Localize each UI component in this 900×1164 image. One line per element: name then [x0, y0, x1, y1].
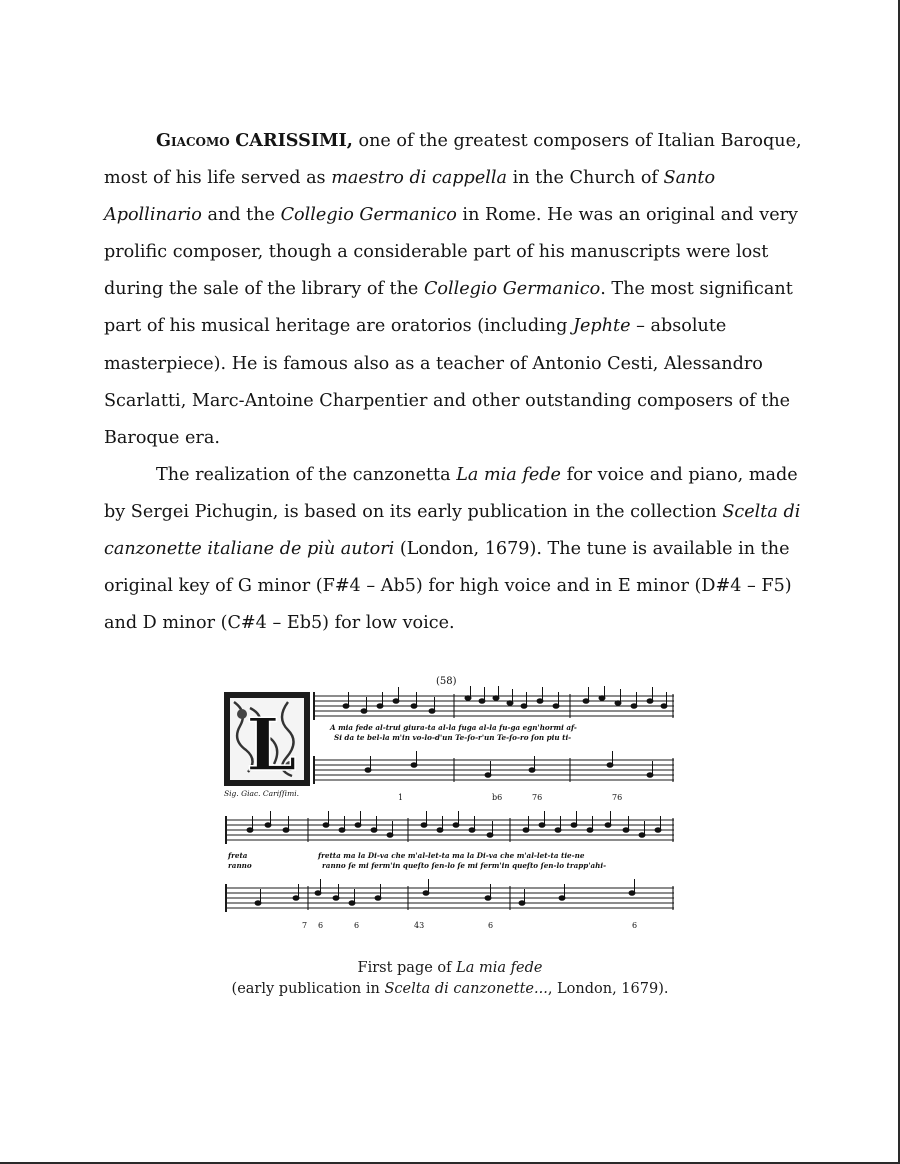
figured-bass-5: 7 — [302, 921, 308, 930]
text-run: (London, 1679). The tune is available in the original key of G minor (F#4 – Ab5) for high voice and in E minor (D#4 – F5) and D minor (C#4 – Eb5) for low voice. — [104, 539, 792, 634]
initial-letter: L — [246, 702, 297, 787]
italic-run: Collegio Germanico — [280, 205, 457, 226]
lyrics-line-6: ranno — [228, 861, 252, 870]
caption-line-1 — [0, 958, 900, 979]
text-run: . The most significant part of his musical heritage are oratorios (including — [104, 279, 793, 337]
figured-bass-3: 76 — [532, 793, 543, 802]
figured-bass-1: 1 — [398, 793, 404, 802]
notes-bass-1 — [365, 751, 653, 777]
score-page-number: (58) — [436, 676, 457, 687]
figured-bass-10: 6 — [632, 921, 638, 930]
text-run: for voice and piano, made by Sergei Pichugin, is based on its early publication in the collection — [104, 464, 798, 522]
italic-run: Scelta di canzonette italiane de più autori — [104, 501, 801, 560]
caption-text: (early publication in — [231, 981, 385, 997]
italic-run: La mia fede — [456, 464, 561, 485]
lyrics-line-5: freta — [228, 851, 248, 860]
figured-bass-8: 43 — [414, 921, 425, 930]
text-run: The realization of the canzonetta — [156, 464, 457, 485]
author-mark: Sig. Giac. Cariſſimi. — [224, 789, 299, 798]
text-run: in Rome. He was an original and very prolific composer, though a considerable part of his manuscripts were lost during the sale of the library of the — [104, 205, 798, 300]
body-text — [104, 122, 804, 642]
italic-run: Jephte — [572, 316, 631, 337]
italic-run: Santo Apollinario — [104, 168, 716, 226]
caption-text: , London, 1679). — [547, 981, 669, 997]
caption-text: First page of — [357, 960, 457, 976]
caption-title: La mia fede — [456, 960, 543, 976]
text-run: – absolute masterpiece). He is famous also as a teacher of Antonio Cesti, Alessandro Scarlatti, Marc-Antoine Charpentier and other outstanding composers of the Baroque era. — [104, 316, 791, 448]
italic-run: Collegio Germanico — [423, 279, 601, 300]
italic-run: maestro di cappella — [331, 168, 507, 189]
text-run: and the — [201, 205, 281, 226]
notes-voice-1 — [343, 686, 667, 713]
score-figure — [218, 668, 678, 940]
paragraph-realization — [104, 457, 804, 642]
caption-line-2 — [0, 979, 900, 1000]
decorated-initial — [224, 692, 310, 787]
notes-voice-2 — [247, 811, 661, 837]
staff-voice-2 — [226, 816, 674, 844]
composer-last-name: CARISSIMI, — [235, 130, 353, 151]
lyrics-line-4: ranno ſe mi ferm'in queſto ſen-lo ſe mi ferm'in queſto ſen-lo trapp'ahi- — [322, 861, 607, 870]
text-run: in the Church of — [506, 168, 664, 189]
figured-bass-2: b6 — [492, 793, 503, 802]
figure-caption — [0, 958, 900, 1000]
figured-bass-4: 76 — [612, 793, 623, 802]
notes-bass-2 — [255, 879, 635, 905]
figured-bass-9: 6 — [488, 921, 494, 930]
figured-bass-6: 6 — [318, 921, 324, 930]
paragraph-biography — [104, 122, 804, 457]
lyrics-line-2: Si da te bel-la m'in vo-lo-d'un Te-ſo-r'un Te-ſo-ro ſon piu ti- — [334, 733, 572, 742]
caption-collection: Scelta di canzonette... — [384, 981, 548, 997]
lyrics-line-3: fretta ma la Di-va che m'al-let-ta ma la Di-va che m'al-let-ta tie-ne — [318, 851, 585, 860]
text-run: one of the greatest composers of Italian Baroque, most of his life served as — [104, 131, 802, 189]
composer-first-name: Giacomo — [156, 130, 230, 151]
lyrics-line-1: A mia fede al-trui giura-ta al-la fuga al-la fu-ga egn'hormi af- — [330, 723, 577, 732]
score-facsimile — [218, 668, 678, 940]
figured-bass-7: 6 — [354, 921, 360, 930]
